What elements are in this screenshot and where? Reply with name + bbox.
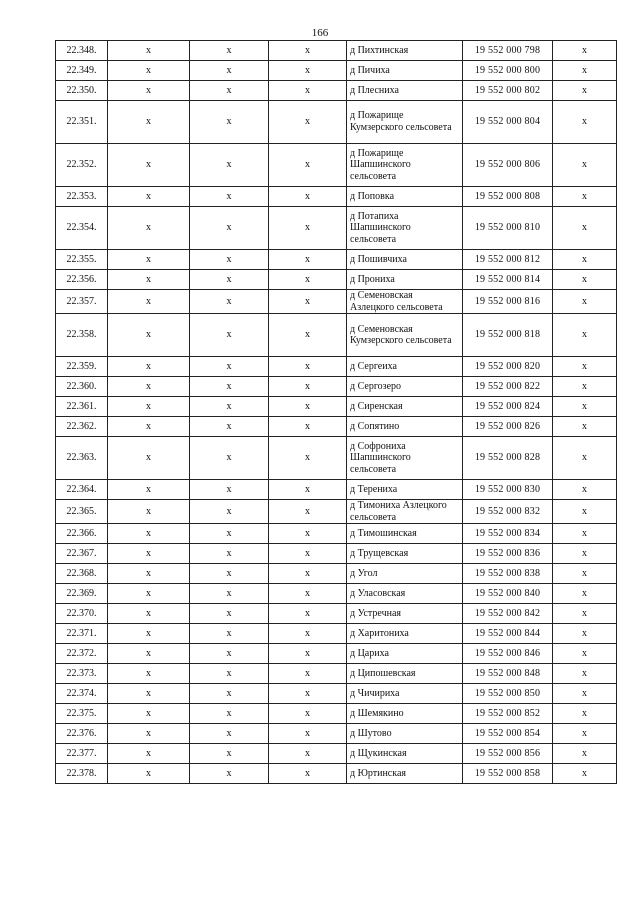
row-mark-4: х xyxy=(553,144,617,187)
settlement-name: д Шутово xyxy=(347,724,463,744)
row-mark-4: х xyxy=(553,764,617,784)
row-mark-4: х xyxy=(553,397,617,417)
row-mark-4: х xyxy=(553,101,617,144)
oktmo-code: 19 552 000 810 xyxy=(463,207,553,250)
row-number: 22.365. xyxy=(56,500,108,524)
table-row xyxy=(56,644,617,664)
row-number: 22.368. xyxy=(56,564,108,584)
oktmo-code: 19 552 000 838 xyxy=(463,564,553,584)
row-number: 22.364. xyxy=(56,480,108,500)
row-mark-3: х xyxy=(269,664,347,684)
row-mark-4: х xyxy=(553,684,617,704)
oktmo-code: 19 552 000 846 xyxy=(463,644,553,664)
row-mark-3: х xyxy=(269,290,347,314)
row-mark-3: х xyxy=(269,357,347,377)
row-mark-4: х xyxy=(553,584,617,604)
row-number: 22.351. xyxy=(56,101,108,144)
row-mark-2: х xyxy=(190,664,269,684)
oktmo-code: 19 552 000 806 xyxy=(463,144,553,187)
table-row xyxy=(56,437,617,480)
table-row xyxy=(56,290,617,314)
row-mark-2: х xyxy=(190,437,269,480)
oktmo-code: 19 552 000 814 xyxy=(463,270,553,290)
settlement-name: д Чичириха xyxy=(347,684,463,704)
row-mark-2: х xyxy=(190,480,269,500)
row-mark-1: х xyxy=(108,207,190,250)
row-mark-4: х xyxy=(553,544,617,564)
settlement-name: д Щукинская xyxy=(347,744,463,764)
row-mark-4: х xyxy=(553,500,617,524)
row-mark-4: х xyxy=(553,437,617,480)
row-mark-3: х xyxy=(269,704,347,724)
row-number: 22.372. xyxy=(56,644,108,664)
settlement-name: д Плесниха xyxy=(347,81,463,101)
table-row xyxy=(56,724,617,744)
row-mark-4: х xyxy=(553,61,617,81)
settlement-name: д Тимошинская xyxy=(347,524,463,544)
row-mark-4: х xyxy=(553,81,617,101)
row-mark-1: х xyxy=(108,61,190,81)
oktmo-code: 19 552 000 804 xyxy=(463,101,553,144)
row-number: 22.366. xyxy=(56,524,108,544)
row-number: 22.355. xyxy=(56,250,108,270)
settlement-name: д Тимониха Азлецкого сельсовета xyxy=(347,500,463,524)
table-row xyxy=(56,480,617,500)
row-mark-3: х xyxy=(269,624,347,644)
settlement-name: д Пихтинская xyxy=(347,41,463,61)
oktmo-code: 19 552 000 816 xyxy=(463,290,553,314)
row-mark-2: х xyxy=(190,544,269,564)
row-mark-1: х xyxy=(108,724,190,744)
row-number: 22.352. xyxy=(56,144,108,187)
table-row xyxy=(56,357,617,377)
row-mark-4: х xyxy=(553,41,617,61)
settlement-name: д Юртинская xyxy=(347,764,463,784)
table-row xyxy=(56,187,617,207)
settlement-name: д Угол xyxy=(347,564,463,584)
row-mark-2: х xyxy=(190,270,269,290)
settlement-name: д Шемякино xyxy=(347,704,463,724)
row-mark-4: х xyxy=(553,564,617,584)
row-mark-3: х xyxy=(269,604,347,624)
row-mark-4: х xyxy=(553,250,617,270)
row-mark-1: х xyxy=(108,437,190,480)
settlement-name: д Пожарище Кумзерского сельсовета xyxy=(347,101,463,144)
row-number: 22.350. xyxy=(56,81,108,101)
row-number: 22.376. xyxy=(56,724,108,744)
row-mark-4: х xyxy=(553,744,617,764)
table-row xyxy=(56,81,617,101)
row-mark-1: х xyxy=(108,480,190,500)
settlement-name: д Семеновская Азлецкого сельсовета xyxy=(347,290,463,314)
row-number: 22.363. xyxy=(56,437,108,480)
oktmo-code: 19 552 000 798 xyxy=(463,41,553,61)
settlement-name: д Трущевская xyxy=(347,544,463,564)
row-mark-3: х xyxy=(269,480,347,500)
settlement-name: д Семеновская Кумзерского сельсовета xyxy=(347,314,463,357)
row-mark-3: х xyxy=(269,524,347,544)
oktmo-code: 19 552 000 834 xyxy=(463,524,553,544)
settlement-name: д Устречная xyxy=(347,604,463,624)
table-row xyxy=(56,207,617,250)
oktmo-code: 19 552 000 850 xyxy=(463,684,553,704)
row-mark-1: х xyxy=(108,290,190,314)
row-number: 22.353. xyxy=(56,187,108,207)
table-row xyxy=(56,314,617,357)
table-row xyxy=(56,684,617,704)
row-mark-3: х xyxy=(269,41,347,61)
row-mark-2: х xyxy=(190,764,269,784)
settlement-name: д Цариха xyxy=(347,644,463,664)
table-row xyxy=(56,144,617,187)
row-mark-1: х xyxy=(108,544,190,564)
row-mark-3: х xyxy=(269,644,347,664)
row-mark-1: х xyxy=(108,764,190,784)
row-mark-3: х xyxy=(269,544,347,564)
row-number: 22.356. xyxy=(56,270,108,290)
row-mark-2: х xyxy=(190,704,269,724)
row-mark-2: х xyxy=(190,81,269,101)
row-mark-3: х xyxy=(269,207,347,250)
table-row xyxy=(56,604,617,624)
row-mark-1: х xyxy=(108,187,190,207)
row-mark-1: х xyxy=(108,41,190,61)
table-row xyxy=(56,624,617,644)
row-mark-4: х xyxy=(553,314,617,357)
row-mark-2: х xyxy=(190,524,269,544)
table-row xyxy=(56,664,617,684)
oktmo-code: 19 552 000 830 xyxy=(463,480,553,500)
oktmo-code: 19 552 000 856 xyxy=(463,744,553,764)
row-number: 22.362. xyxy=(56,417,108,437)
row-mark-3: х xyxy=(269,250,347,270)
table-row xyxy=(56,377,617,397)
row-mark-1: х xyxy=(108,81,190,101)
row-number: 22.354. xyxy=(56,207,108,250)
row-number: 22.370. xyxy=(56,604,108,624)
settlement-name: д Пошивчиха xyxy=(347,250,463,270)
row-mark-3: х xyxy=(269,584,347,604)
row-mark-1: х xyxy=(108,644,190,664)
settlement-name: д Сергозеро xyxy=(347,377,463,397)
settlement-name: д Потапиха Шапшинского сельсовета xyxy=(347,207,463,250)
row-mark-3: х xyxy=(269,270,347,290)
row-mark-1: х xyxy=(108,704,190,724)
table-row xyxy=(56,584,617,604)
row-mark-3: х xyxy=(269,397,347,417)
row-number: 22.374. xyxy=(56,684,108,704)
oktmo-code: 19 552 000 848 xyxy=(463,664,553,684)
oktmo-code: 19 552 000 844 xyxy=(463,624,553,644)
row-mark-4: х xyxy=(553,357,617,377)
table-row xyxy=(56,41,617,61)
row-number: 22.348. xyxy=(56,41,108,61)
row-mark-4: х xyxy=(553,624,617,644)
row-mark-2: х xyxy=(190,397,269,417)
row-mark-3: х xyxy=(269,81,347,101)
oktmo-code: 19 552 000 852 xyxy=(463,704,553,724)
row-mark-3: х xyxy=(269,377,347,397)
row-mark-2: х xyxy=(190,101,269,144)
settlement-name: д Софрониха Шапшинского сельсовета xyxy=(347,437,463,480)
row-mark-2: х xyxy=(190,357,269,377)
row-mark-1: х xyxy=(108,357,190,377)
table-row xyxy=(56,270,617,290)
row-mark-3: х xyxy=(269,684,347,704)
table-row xyxy=(56,704,617,724)
row-mark-1: х xyxy=(108,584,190,604)
row-number: 22.359. xyxy=(56,357,108,377)
row-mark-2: х xyxy=(190,500,269,524)
row-mark-3: х xyxy=(269,500,347,524)
row-mark-1: х xyxy=(108,624,190,644)
row-mark-3: х xyxy=(269,101,347,144)
row-mark-3: х xyxy=(269,187,347,207)
row-mark-1: х xyxy=(108,604,190,624)
oktmo-code: 19 552 000 812 xyxy=(463,250,553,270)
row-mark-4: х xyxy=(553,644,617,664)
row-mark-2: х xyxy=(190,377,269,397)
row-mark-4: х xyxy=(553,724,617,744)
row-mark-3: х xyxy=(269,61,347,81)
row-mark-3: х xyxy=(269,564,347,584)
table-row xyxy=(56,744,617,764)
row-mark-4: х xyxy=(553,187,617,207)
row-mark-2: х xyxy=(190,417,269,437)
row-number: 22.349. xyxy=(56,61,108,81)
oktmo-code: 19 552 000 858 xyxy=(463,764,553,784)
row-mark-1: х xyxy=(108,524,190,544)
row-mark-3: х xyxy=(269,144,347,187)
settlement-name: д Ципошевская xyxy=(347,664,463,684)
page-number: 166 xyxy=(311,27,329,39)
row-mark-4: х xyxy=(553,207,617,250)
row-number: 22.367. xyxy=(56,544,108,564)
row-mark-1: х xyxy=(108,270,190,290)
oktmo-code: 19 552 000 808 xyxy=(463,187,553,207)
row-mark-2: х xyxy=(190,207,269,250)
row-number: 22.373. xyxy=(56,664,108,684)
table-row xyxy=(56,61,617,81)
row-mark-1: х xyxy=(108,684,190,704)
row-mark-2: х xyxy=(190,250,269,270)
table-row xyxy=(56,250,617,270)
oktmo-code: 19 552 000 842 xyxy=(463,604,553,624)
row-mark-2: х xyxy=(190,61,269,81)
row-mark-4: х xyxy=(553,417,617,437)
settlement-name: д Сергеиха xyxy=(347,357,463,377)
table-row xyxy=(56,524,617,544)
row-mark-2: х xyxy=(190,724,269,744)
table-row xyxy=(56,417,617,437)
settlement-name: д Терениха xyxy=(347,480,463,500)
settlement-name: д Сиренская xyxy=(347,397,463,417)
oktmo-code: 19 552 000 828 xyxy=(463,437,553,480)
row-mark-1: х xyxy=(108,417,190,437)
row-number: 22.369. xyxy=(56,584,108,604)
row-mark-2: х xyxy=(190,644,269,664)
row-mark-4: х xyxy=(553,704,617,724)
table-row xyxy=(56,397,617,417)
settlement-name: д Прониха xyxy=(347,270,463,290)
row-mark-4: х xyxy=(553,524,617,544)
row-mark-4: х xyxy=(553,480,617,500)
row-mark-2: х xyxy=(190,684,269,704)
settlement-name: д Сопятино xyxy=(347,417,463,437)
oktmo-code: 19 552 000 836 xyxy=(463,544,553,564)
row-mark-2: х xyxy=(190,144,269,187)
row-mark-2: х xyxy=(190,41,269,61)
row-mark-3: х xyxy=(269,437,347,480)
row-number: 22.357. xyxy=(56,290,108,314)
settlement-name: д Уласовская xyxy=(347,584,463,604)
settlement-name: д Поповка xyxy=(347,187,463,207)
oktmo-code: 19 552 000 832 xyxy=(463,500,553,524)
table-row xyxy=(56,101,617,144)
settlement-name: д Харитониха xyxy=(347,624,463,644)
oktmo-code: 19 552 000 802 xyxy=(463,81,553,101)
oktmo-code: 19 552 000 840 xyxy=(463,584,553,604)
table-row xyxy=(56,544,617,564)
row-mark-1: х xyxy=(108,144,190,187)
row-mark-1: х xyxy=(108,250,190,270)
row-number: 22.360. xyxy=(56,377,108,397)
table-row xyxy=(56,500,617,524)
row-mark-4: х xyxy=(553,604,617,624)
oktmo-code: 19 552 000 822 xyxy=(463,377,553,397)
row-mark-2: х xyxy=(190,564,269,584)
oktmo-code: 19 552 000 818 xyxy=(463,314,553,357)
row-number: 22.361. xyxy=(56,397,108,417)
oktmo-code: 19 552 000 854 xyxy=(463,724,553,744)
row-mark-2: х xyxy=(190,290,269,314)
row-mark-2: х xyxy=(190,187,269,207)
row-mark-1: х xyxy=(108,101,190,144)
row-mark-4: х xyxy=(553,270,617,290)
row-mark-1: х xyxy=(108,744,190,764)
row-mark-1: х xyxy=(108,500,190,524)
row-mark-4: х xyxy=(553,664,617,684)
oktmo-code: 19 552 000 824 xyxy=(463,397,553,417)
settlement-name: д Пичиха xyxy=(347,61,463,81)
row-mark-2: х xyxy=(190,624,269,644)
row-mark-1: х xyxy=(108,564,190,584)
row-mark-2: х xyxy=(190,314,269,357)
row-number: 22.378. xyxy=(56,764,108,784)
row-number: 22.375. xyxy=(56,704,108,724)
oktmo-code: 19 552 000 820 xyxy=(463,357,553,377)
row-mark-2: х xyxy=(190,604,269,624)
row-mark-3: х xyxy=(269,744,347,764)
registry-table-body xyxy=(56,41,617,784)
row-mark-3: х xyxy=(269,314,347,357)
row-mark-3: х xyxy=(269,724,347,744)
row-mark-1: х xyxy=(108,397,190,417)
row-mark-1: х xyxy=(108,664,190,684)
oktmo-code: 19 552 000 800 xyxy=(463,61,553,81)
row-mark-3: х xyxy=(269,417,347,437)
row-number: 22.377. xyxy=(56,744,108,764)
registry-table xyxy=(55,40,617,784)
row-number: 22.358. xyxy=(56,314,108,357)
row-mark-1: х xyxy=(108,314,190,357)
table-row xyxy=(56,764,617,784)
row-mark-1: х xyxy=(108,377,190,397)
row-mark-2: х xyxy=(190,584,269,604)
row-number: 22.371. xyxy=(56,624,108,644)
oktmo-code: 19 552 000 826 xyxy=(463,417,553,437)
row-mark-4: х xyxy=(553,290,617,314)
row-mark-4: х xyxy=(553,377,617,397)
table-row xyxy=(56,564,617,584)
settlement-name: д Пожарище Шапшинского сельсовета xyxy=(347,144,463,187)
row-mark-2: х xyxy=(190,744,269,764)
row-mark-3: х xyxy=(269,764,347,784)
